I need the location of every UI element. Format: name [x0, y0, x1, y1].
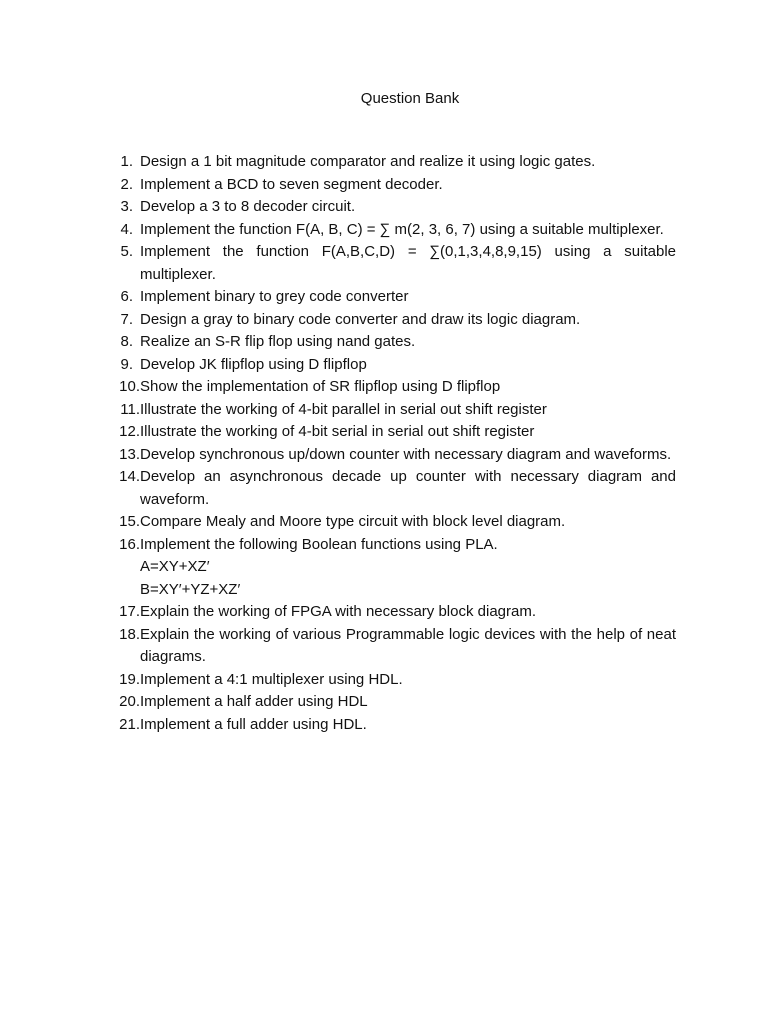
question-text: Explain the working of various Programmable logic devices with the help of neat diagrams.	[140, 625, 676, 665]
question-item-12	[112, 421, 676, 444]
question-text: Implement the following Boolean functions using PLA.	[140, 535, 498, 553]
question-sub-line: A=XY+XZ′	[140, 558, 210, 575]
question-number: 8.	[120, 333, 133, 350]
question-text: Realize an S-R flip flop using nand gates.	[140, 333, 416, 350]
question-number: 12.	[119, 423, 140, 440]
question-text: Design a 1 bit magnitude comparator and realize it using logic gates.	[140, 153, 596, 170]
question-item-8	[112, 331, 676, 354]
question-text: Implement binary to grey code converter	[140, 288, 409, 305]
question-item-7	[112, 309, 676, 332]
question-item-13	[112, 444, 676, 467]
question-number: 7.	[120, 310, 133, 328]
question-text: Show the implementation of SR flipflop using D flipflop	[140, 378, 501, 395]
question-item-17	[112, 601, 676, 624]
question-text: Develop JK flipflop using D flipflop	[140, 355, 367, 373]
question-text: Develop synchronous up/down counter with necessary diagram and waveforms.	[140, 445, 672, 463]
question-text: Illustrate the working of 4-bit serial in serial out shift register	[140, 423, 535, 440]
question-list	[112, 151, 676, 736]
question-item-16	[112, 534, 676, 602]
question-number: 20.	[119, 693, 140, 710]
question-number: 6.	[120, 288, 133, 305]
question-number: 3.	[120, 198, 133, 215]
question-item-20	[112, 691, 676, 714]
question-number: 18.	[119, 625, 140, 643]
question-text: Implement a 4:1 multiplexer using HDL.	[140, 670, 403, 688]
question-text: Implement a full adder using HDL.	[140, 715, 367, 733]
question-sub-line: B=XY′+YZ+XZ′	[140, 580, 241, 598]
question-item-3	[112, 196, 676, 219]
question-text: Implement the function F(A,B,C,D) = ∑(0,1,3,4,8,9,15) using a suitable multiplexer.	[140, 243, 676, 283]
question-item-4	[112, 219, 676, 242]
question-text: Design a gray to binary code converter and draw its logic diagram.	[140, 310, 581, 328]
question-number: 1.	[120, 153, 133, 170]
question-number: 15.	[119, 513, 140, 530]
question-item-15	[112, 511, 676, 534]
question-item-6	[112, 286, 676, 309]
question-item-14	[112, 466, 676, 511]
question-item-19	[112, 669, 676, 692]
question-text: Implement the function F(A, B, C) = ∑ m(2, 3, 6, 7) using a suitable multiplexer.	[140, 220, 664, 238]
question-number: 21.	[119, 715, 140, 733]
question-text: Illustrate the working of 4-bit parallel in serial out shift register	[140, 400, 547, 418]
question-item-21	[112, 714, 676, 737]
question-number: 16.	[119, 535, 140, 553]
question-number: 19.	[119, 670, 140, 688]
question-text: Develop a 3 to 8 decoder circuit.	[140, 198, 356, 215]
question-number: 5.	[120, 243, 133, 260]
question-item-1	[112, 151, 676, 174]
question-text: Implement a half adder using HDL	[140, 693, 368, 710]
question-number: 4.	[120, 220, 133, 238]
question-number: 9.	[120, 355, 133, 373]
question-text: Compare Mealy and Moore type circuit with block level diagram.	[140, 513, 566, 530]
page-title: Question Bank	[360, 90, 460, 107]
question-number: 13.	[119, 445, 140, 463]
question-text: Implement a BCD to seven segment decoder.	[140, 175, 443, 193]
question-item-11	[112, 399, 676, 422]
question-number: 14.	[119, 468, 140, 485]
question-item-2	[112, 174, 676, 197]
question-text: Develop an asynchronous decade up counter with necessary diagram and waveform.	[140, 468, 676, 508]
question-item-5	[112, 241, 676, 286]
question-item-10	[112, 376, 676, 399]
question-number: 11.	[120, 400, 140, 418]
question-number: 2.	[120, 175, 133, 193]
question-number: 17.	[119, 603, 140, 620]
question-text: Explain the working of FPGA with necessary block diagram.	[140, 603, 537, 620]
question-item-18	[112, 624, 676, 669]
question-item-9	[112, 354, 676, 377]
question-number: 10.	[119, 378, 140, 395]
